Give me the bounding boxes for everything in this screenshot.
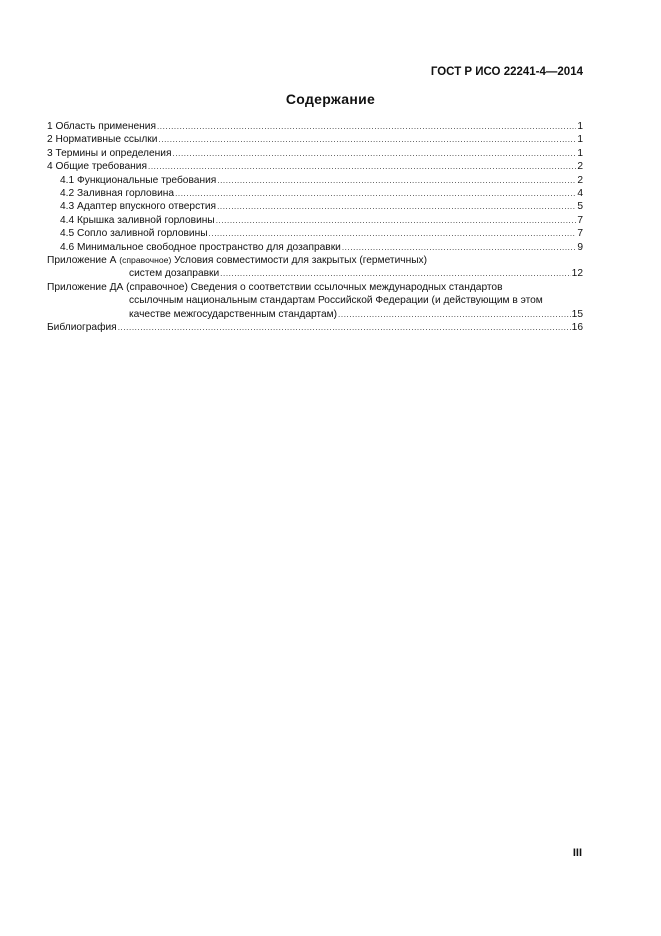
toc-entry-4-5[interactable] [47,227,583,240]
document-header: ГОСТ Р ИСО 22241-4—2014 [430,66,583,78]
toc-entry-label: 4.2 Заливная горловина [60,188,175,200]
toc-entry-4-6[interactable] [47,241,583,254]
toc-leader-dots [157,120,576,133]
toc-leader-dots [172,147,576,160]
toc-leader-dots [148,160,576,173]
toc-entry-label: 4.6 Минимальное свободное пространство для дозаправки [60,241,341,253]
toc-leader-dots [338,308,571,321]
toc-entry-page: 1 [577,147,583,159]
toc-entry-page: 7 [577,228,583,240]
toc-leader-dots [217,200,576,213]
appendix-a-note: (справочное) [119,255,172,266]
appendix-da-title-cont: ссылочным национальным стандартам Российской Федерации (и действующим в этом [129,295,543,307]
toc-leader-dots [209,227,577,240]
toc-entry-appendix-da-line1[interactable] [47,281,583,294]
toc-entry-page: 12 [571,268,583,280]
toc-entry-bibliography[interactable] [47,321,583,334]
toc-entry-page: 9 [577,241,583,253]
toc-leader-dots [175,187,576,200]
toc-entry-label: 4.1 Функциональные требования [60,174,217,186]
toc-entry-4-3[interactable] [47,200,583,213]
toc-entry-label: 4.3 Адаптер впускного отверстия [60,201,217,213]
toc-entry-1[interactable] [47,120,583,133]
toc-entry-appendix-da-line3[interactable] [47,308,583,321]
toc-entry-page: 2 [577,174,583,186]
toc-leader-dots [158,133,576,146]
toc-entry-label: 1 Область применения [47,121,156,132]
toc-entry-3[interactable] [47,147,583,160]
toc-leader-dots [118,321,571,334]
toc-leader-dots [216,214,577,227]
appendix-a-prefix: Приложение А [47,255,117,267]
toc-entry-appendix-da-line2 [47,294,583,307]
toc-entry-label: 4 Общие требования [47,161,148,173]
toc-entry-label: Библиография [47,322,117,334]
page-number: III [572,847,582,859]
toc-entry-2[interactable] [47,133,583,146]
toc-entry-page: 5 [577,201,583,213]
toc-entry-label: 4.5 Сопло заливной горловины [60,228,208,240]
toc-entry-page: 1 [577,121,583,132]
toc-entry-page: 15 [571,308,583,320]
toc-entry-page: 1 [577,134,583,146]
toc-entry-4-1[interactable] [47,174,583,187]
toc-entry-page: 2 [577,161,583,173]
toc-entry-page: 4 [577,188,583,200]
appendix-da-title-cont: качестве межгосударственным стандартам) [129,308,338,320]
appendix-da-title: Приложение ДА (справочное) Сведения о соответствии ссылочных международных стандартов [47,281,503,293]
appendix-a-title: Условия совместимости для закрытых (герметичных) [174,255,428,267]
page-title: Содержание [285,91,376,107]
toc-entry-appendix-a-line2[interactable] [47,267,583,280]
table-of-contents [47,120,583,335]
toc-entry-4[interactable] [47,160,583,173]
toc-leader-dots [220,267,570,280]
toc-leader-dots [217,174,576,187]
appendix-a-title-cont: систем дозаправки [129,268,220,280]
toc-entry-appendix-a-line1[interactable] [47,254,583,267]
toc-entry-label: 4.4 Крышка заливной горловины [60,214,215,226]
toc-entry-page: 16 [571,322,583,334]
toc-entry-4-2[interactable] [47,187,583,200]
toc-entry-label: 3 Термины и определения [47,147,172,159]
toc-leader-dots [342,241,576,254]
toc-entry-page: 7 [577,214,583,226]
toc-entry-label: 2 Нормативные ссылки [47,134,158,146]
toc-entry-4-4[interactable] [47,214,583,227]
